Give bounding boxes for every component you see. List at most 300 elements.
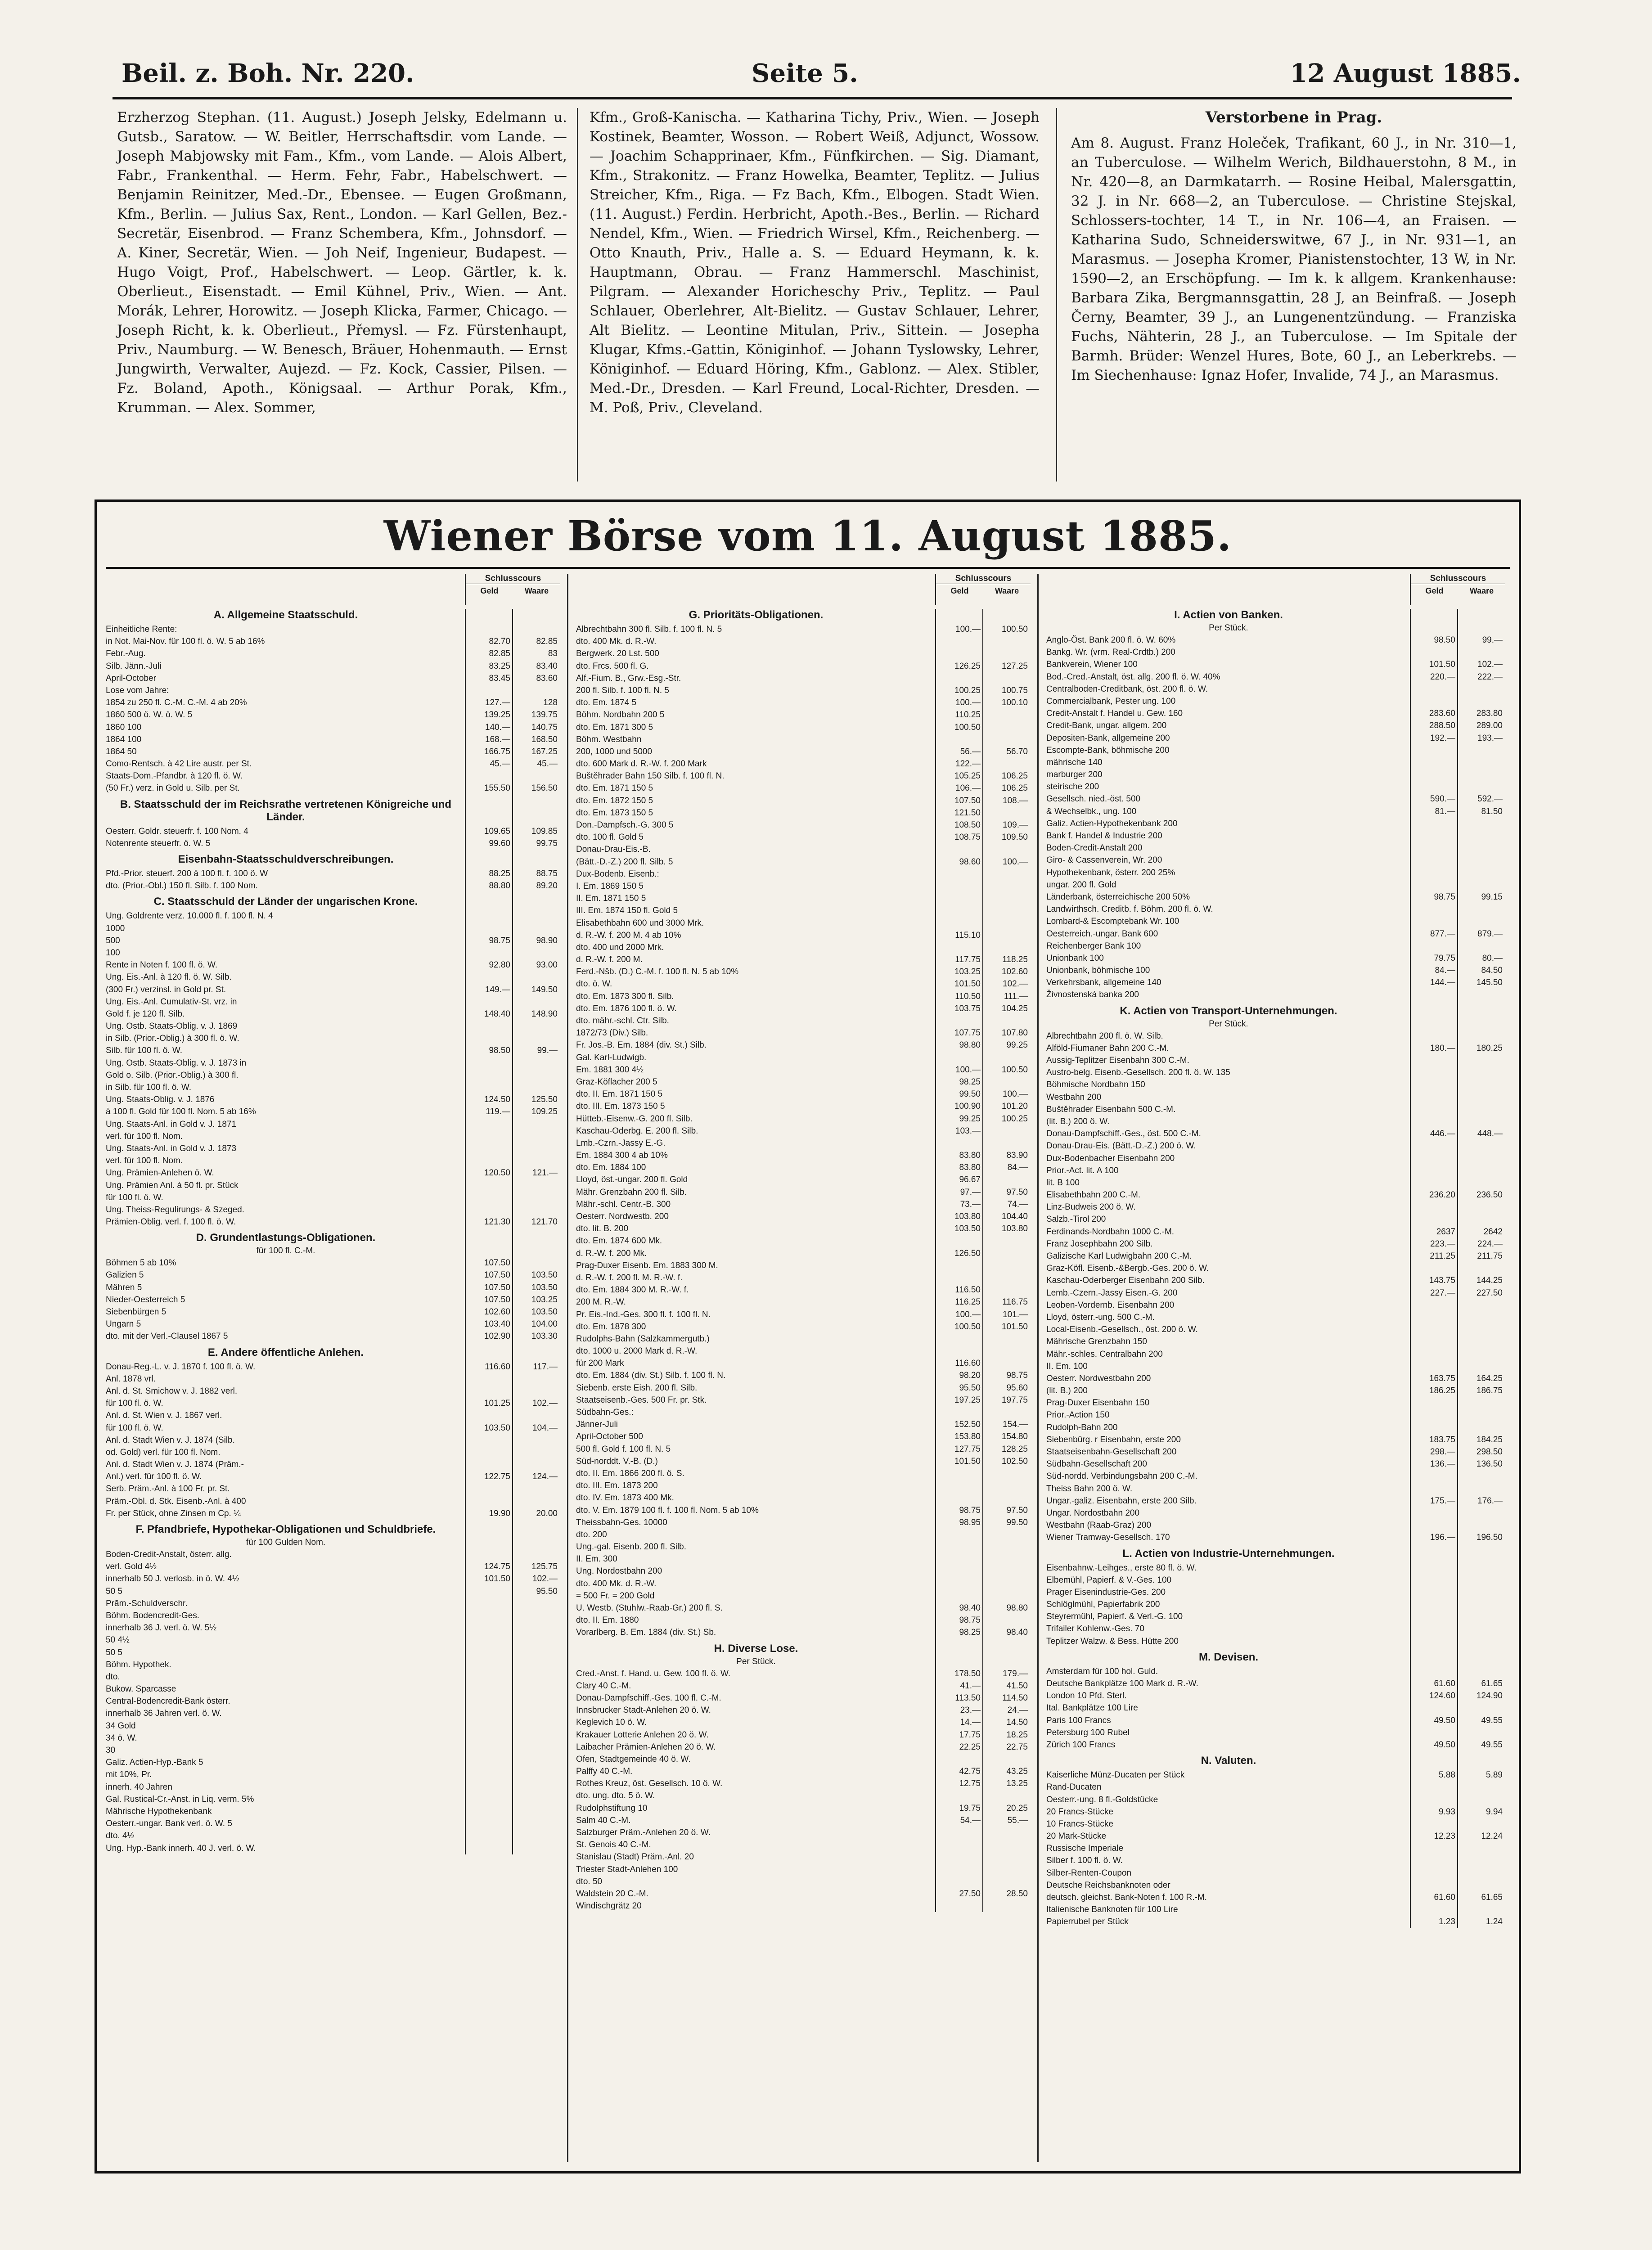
security-row [1046,1531,1505,1544]
bid-price [1411,1904,1458,1916]
security-row [576,990,1031,1003]
security-row [1046,830,1505,842]
security-row [576,1431,1031,1443]
ask-price: 168.50 [531,734,558,744]
closing-price-header: Schlusscours [936,574,1031,584]
price-column-rule [465,609,466,1854]
security-row [1046,1287,1505,1299]
bid-price: 92.80 [489,960,510,970]
ask-price: 107.80 [1001,1028,1028,1038]
section-heading: I. Actien von Banken. [1174,609,1283,621]
security-row [1046,732,1505,744]
security-row [576,1827,1031,1839]
bid-price [466,1081,513,1094]
bid-price [1411,1030,1458,1042]
security-name: Eisenbahnw.-Leihges., erste 80 fl. ö. W. [1046,1563,1197,1573]
bid-price: 12.75 [959,1779,981,1789]
security-name: Krakauer Lotterie Anlehen 20 ö. W. [576,1730,709,1740]
bid-price: 175.— [1430,1496,1455,1506]
bid-price [466,1373,513,1385]
security-row [1046,1470,1505,1482]
ask-price: 128 [543,698,558,708]
ask-price [1458,1854,1505,1867]
security-name: Bankg. Wr. (vrm. Real-Crdtb.) 200 [1046,648,1175,657]
ask-price [513,1130,560,1143]
bid-price: 61.60 [1434,1893,1455,1902]
security-row [576,1443,1031,1455]
ask-price [513,1622,560,1634]
stock-exchange-title: Wiener Börse vom 11. August 1885. [383,512,1232,560]
ask-price [983,1174,1031,1186]
ask-price [983,1247,1031,1260]
security-name: Reichenberger Bank 100 [1046,941,1141,951]
ask-price: 18.25 [1006,1730,1028,1740]
section-heading: A. Allgemeine Staatsschuld. [213,609,358,621]
bid-price [936,941,983,954]
security-name: Bergwerk. 20 Lst. 500 [576,649,659,659]
security-row [106,770,560,782]
security-name: Anglo-Öst. Bank 200 fl. ö. W. 60% [1046,635,1176,645]
security-row [1046,903,1505,915]
security-name: Ung. Goldrente verz. 10.000 fl. f. 100 fl. N. 4 [106,911,273,921]
column-divider [1037,574,1039,2162]
ask-price: 167.25 [531,747,558,756]
ask-price [1458,1904,1505,1916]
security-name: Prager Eisenindustrie-Ges. 200 [1046,1587,1166,1597]
ask-price: 283.80 [1476,709,1503,719]
security-name: Notenrente steuerfr. ö. W. 5 [106,838,211,848]
ask-price: 164.25 [1476,1373,1503,1383]
security-name: Aussig-Teplitzer Eisenbahn 300 C.-M. [1046,1056,1189,1065]
security-row [106,1294,560,1306]
security-row [576,1529,1031,1541]
security-name: Palffy 40 C.-M. [576,1767,633,1777]
ask-price [513,1483,560,1495]
security-name: Em. 1881 300 4½ [576,1065,644,1075]
security-name: dto. [106,1672,120,1682]
security-row [1046,854,1505,866]
bid-price: 107.50 [484,1258,510,1268]
bid-price: 54.— [960,1815,981,1825]
bid-price: 49.50 [1434,1740,1455,1750]
bid-price [936,1541,983,1553]
security-name: Gold f. je 120 fl. Silb. [106,1009,185,1019]
ask-price [1458,1483,1505,1495]
ask-price [1458,830,1505,842]
security-row [106,1057,560,1069]
security-name: Mähr.-schles. Centralbahn 200 [1046,1349,1163,1359]
ask-price [1458,1213,1505,1225]
security-row [106,1069,560,1081]
bid-price: 73.— [960,1199,981,1209]
bid-price: 115.10 [955,930,981,940]
security-name: Oesterreich.-ungar. Bank 600 [1046,929,1158,939]
security-row [1046,744,1505,756]
ask-price [513,1257,560,1269]
security-name: Albrechtbahn 200 fl. ö. W. Silb. [1046,1031,1163,1041]
ask-price [983,1052,1031,1064]
ask-price [1458,989,1505,1001]
security-row [576,1296,1031,1308]
security-row [106,1720,560,1732]
bid-price [1411,1623,1458,1635]
security-name: in Silb. für 100 fl. ö. W. [106,1083,192,1092]
ask-price: 99.75 [536,838,558,848]
security-row [1046,1348,1505,1360]
bid-price [936,1137,983,1149]
bid-price [1411,1842,1458,1854]
bid-price [1411,1611,1458,1623]
security-row [1046,806,1505,818]
security-row [106,721,560,734]
ask-price [1458,1091,1505,1103]
security-row [106,1130,560,1143]
bid-price: 100.— [955,1065,981,1075]
bid-price [1411,1262,1458,1274]
security-name: Giro- & Cassenverein, Wr. 200 [1046,855,1162,865]
ask-price: 103.80 [1001,1224,1028,1234]
header-rule [113,97,1512,99]
security-row [1046,1066,1505,1079]
security-name: dto. lit. B. 200 [576,1224,629,1234]
security-row [106,1020,560,1032]
security-row [576,697,1031,709]
bid-price: 98.75 [959,1616,981,1625]
ask-price: 99.— [537,1046,558,1056]
bid-price: 41.— [960,1681,981,1691]
bid-header: Geld [950,586,969,595]
bid-price [466,1830,513,1842]
security-row [576,623,1031,635]
security-name: 1864 50 [106,747,137,756]
security-row [1046,1422,1505,1434]
ask-price [513,1143,560,1155]
bid-price: 108.50 [954,820,981,830]
bid-price: 100.— [955,1310,981,1319]
security-row [106,1548,560,1561]
security-row [1046,976,1505,989]
ask-price: 80.— [1482,953,1503,963]
ask-price [983,1614,1031,1626]
security-name: marburger 200 [1046,770,1103,780]
security-name: Ungarn 5 [106,1319,141,1329]
security-name: Salm 40 C.-M. [576,1815,631,1825]
security-row [1046,1665,1505,1678]
ask-price [1458,695,1505,707]
security-name: dto. 600 Mark d. R.-W. f. 200 Mark [576,759,707,769]
security-name: Donau-Dampfschiff.-Ges., öst. 500 C.-M. [1046,1129,1201,1139]
security-row [106,1561,560,1573]
bid-price [1411,1665,1458,1678]
ask-price [513,1373,560,1385]
security-name: Local-Eisenb.-Gesellsch., öst. 200 ö. W. [1046,1325,1198,1335]
ask-price [983,1876,1031,1888]
security-name: Hütteb.-Eisenw.-G. 200 fl. Silb. [576,1114,693,1124]
ask-price [513,947,560,959]
bid-price: 100.— [955,625,981,634]
security-row [106,1192,560,1204]
security-name: dto. mähr.-schl. Ctr. Silb. [576,1016,669,1026]
bid-price [1411,1201,1458,1213]
ask-price [983,1590,1031,1602]
ask-price [983,1753,1031,1765]
security-row [106,1434,560,1446]
security-row [576,868,1031,880]
section-heading: E. Andere öffentliche Anlehen. [207,1346,364,1359]
deaths-text: Am 8. August. Franz Holeček, Trafikant, 60 J., in Nr. 310—1, an Tuberculose. — Wilhelm Werich, Bildhauerstohn, 8 M., in Nr. 420—8, an Darmkatarrh. — Rosine Heibal, Malersgattin, 32 J. in Nr. 668—2, an Tuberculose. — Christine Stejskal, Schlossers-tochter, 14 T., in Nr. 106—4, an Fraisen. — Katharina Sudo, Schneiderswitwe, 67 J., in Nr. 931—1, an Marasmus. — Josepha Kromer, Pianistenstochter, 13 W, in Nr. 1590—2, an Erschöpfung. — Im k. k allgem. Krankenhause: Barbara Zika, Bergmannsgattin, 28 J, an Beinfraß. — Joseph Černy, Beamter, 39 J., an Lungenentzündung. — Franziska Fuchs, Nähterin, 28 J., an Tuberculose. — Im Spitale der Barmh. Brüder: Wenzel Hures, Bote, 60 J., an Leberkrebs. — Im Siechenhause: Ignaz Hofer, Invalide, 74 J., an Marasmus. [1071,135,1517,383]
security-name: lit. B 100 [1046,1178,1080,1188]
security-name: U. Westb. (Stuhlw.-Raab-Gr.) 200 fl. S. [576,1603,723,1613]
security-row [106,1409,560,1422]
security-row [106,734,560,746]
bid-price: 101.50 [484,1574,510,1584]
security-name: dto. Em. 1871 300 5 [576,722,653,732]
ask-price: 140.75 [531,722,558,732]
security-name: für 200 Mark [576,1359,624,1368]
security-row [106,1756,560,1768]
security-name: Präm.-Obl. d. Stk. Eisenb.-Anl. à 400 [106,1496,246,1506]
security-name: Deutsche Bankplätze 100 Mark d. R.-W. [1046,1679,1198,1688]
ask-price [1458,1323,1505,1336]
bid-price [466,1805,513,1818]
bid-price [1411,1213,1458,1225]
bid-price: 42.75 [959,1767,981,1777]
security-name: innerhalb 36 Jahren verl. ö. W. [106,1709,222,1719]
security-name: Anl. d. Stadt Wien v. J. 1874 (Silb. [106,1435,235,1445]
ask-price: 102.— [1477,660,1503,670]
bid-price: 180.— [1430,1043,1455,1053]
ask-price [513,1081,560,1094]
ask-price: 49.55 [1481,1715,1503,1725]
ask-price: 99.25 [1006,1040,1028,1050]
ask-price [513,1818,560,1830]
ask-price: 111.— [1004,991,1028,1001]
security-name: dto. 1000 u. 2000 Mark d. R.-W. [576,1346,698,1356]
security-name: Febr.-Aug. [106,649,146,659]
security-row [576,1088,1031,1100]
security-row [1046,1091,1505,1103]
security-name: = 500 Fr. = 200 Gold [576,1591,655,1601]
ask-price: 103.50 [531,1270,558,1280]
security-name: Siebenbürg. r Eisenbahn, erste 200 [1046,1435,1181,1444]
ask-price: 13.25 [1006,1779,1028,1789]
ask-price [513,1732,560,1744]
bid-price: 101.50 [954,979,981,989]
column-body [1046,609,1505,1928]
ask-price: 99.15 [1481,892,1503,902]
ask-price [983,709,1031,721]
security-name: Siebenbürgen 5 [106,1307,167,1317]
security-name: innerhalb 50 J. verlosb. in ö. W. 4½ [106,1574,239,1584]
security-name: Gesellsch. nied.-öst. 500 [1046,794,1141,804]
ask-price [1458,1397,1505,1409]
security-row [1046,1323,1505,1336]
column-divider [567,574,568,2162]
security-row [1046,1781,1505,1793]
security-row [106,1318,560,1330]
bid-price: 127.75 [954,1444,981,1454]
security-name: verl. Gold 4½ [106,1562,157,1572]
bid-price: 2637 [1436,1227,1455,1237]
security-row [576,1052,1031,1064]
bid-price [1411,1422,1458,1434]
security-name: Ital. Bankplätze 100 Lire [1046,1703,1138,1713]
security-name: deutsch. gleichst. Bank-Noten f. 100 R.-M. [1046,1893,1207,1902]
ask-price: 154.80 [1001,1432,1028,1442]
security-row [576,1814,1031,1827]
ask-price [513,1020,560,1032]
security-row [106,1585,560,1598]
security-row [106,868,560,880]
security-row [1046,1879,1505,1891]
security-name: Mähr. Grenzbahn 200 fl. Silb. [576,1187,687,1197]
ask-price [1458,1702,1505,1714]
bid-price [1411,1519,1458,1531]
ask-price [1458,1348,1505,1360]
security-row [106,1446,560,1458]
ask-price: 45.— [537,759,558,769]
security-row [1046,1409,1505,1421]
security-row [1046,842,1505,854]
security-row [1046,1678,1505,1690]
security-row [106,1204,560,1216]
bid-price [936,1235,983,1247]
ask-price [513,922,560,935]
bid-price: 283.60 [1429,709,1455,719]
ask-price [513,1495,560,1508]
security-name: steirische 200 [1046,782,1099,792]
ask-price: 100.75 [1001,685,1028,695]
security-row [106,910,560,922]
security-name: Serb. Präm.-Anl. à 100 Fr. pr. St. [106,1484,230,1494]
security-row [576,843,1031,855]
security-row [106,1610,560,1622]
security-row [576,746,1031,758]
security-name: dto. Em. 1884 100 [576,1163,646,1173]
security-name: Ung. Ostb. Staats-Oblig. v. J. 1873 in [106,1058,247,1068]
security-name: (50 Fr.) verz. in Gold u. Silb. per St. [106,783,240,793]
security-row [576,1668,1031,1680]
security-name: à 100 fl. Gold für 100 fl. Nom. 5 ab 16% [106,1107,256,1117]
ask-price: 109.— [1003,820,1028,830]
security-row [576,1590,1031,1602]
security-name: Lloyd, österr.-ung. 500 C.-M. [1046,1312,1155,1322]
arrivals-text-1: Erzherzog Stephan. (11. August.) Joseph Jelsky, Edelmann u. Gutsb., Saratow. — W. Beitler, Herrschaftsdir. vom Lande. — Joseph Mabjowsky mit Fam., Kfm., vom Lande. — Alois Albert, Fabr., Frankenthal. — Herm. Fehr, Fabr., Habelschwert. — Benjamin Reinitzer, Med.-Dr., Ebensee. — Eugen Großmann, Kfm., Berlin. — Julius Sax, Rent., London. — Karl Gellen, Bez.-Secretär, Eisenbrod. — Franz Schembera, Kfm., Johnsdorf. — A. Kiner, Secretär, Wien. — Joh Neif, Ingenieur, Budapest. — Hugo Voigt, Prof., Habelschwert. — Leop. Gärtler, k. k. Oberlieut., Eisenstadt. — Emil Kühnel, Priv., Wien. — Ant. Morák, Lehrer, Horowitz. — Joseph Klicka, Farmer, Chicago. — Joseph Richt, k. k. Oberlieut., Přemysl. — Fz. Fürstenhaupt, Priv., Naumburg. — W. Benesch, Bräuer, Hohenmauth. — Ernst Jungwirth, Verwalter, Aujezd. — Fz. Kock, Cassier, Pilsen. — Fz. Boland, Apoth., Königsaal. — Arthur Porak, Kfm., Krumman. — Alex. Sommer, [117,109,567,416]
security-row [576,1802,1031,1814]
security-row [1046,1372,1505,1385]
bid-price: 124.50 [484,1095,510,1105]
ask-price [983,1480,1031,1492]
bid-price [1411,1879,1458,1891]
section-heading: Eisenbahn-Staatsschuldverschreibungen. [178,853,394,865]
security-name: Ung. Staats-Oblig. v. J. 1876 [106,1095,215,1105]
ask-price: 100.50 [1001,1065,1028,1075]
security-name: in Not. Mai-Nov. für 100 fl. ö. W. 5 ab 16% [106,637,265,647]
security-row [106,1793,560,1805]
ask-price [1458,818,1505,830]
bid-price [1411,769,1458,781]
bid-price: 103.50 [954,1224,981,1234]
security-row [576,904,1031,917]
bid-price: 98.75 [489,936,510,945]
ask-price [1458,1842,1505,1854]
security-row [1046,1054,1505,1066]
ask-price: 136.50 [1476,1459,1503,1469]
bid-price: 12.23 [1434,1832,1455,1841]
ask-price [983,1529,1031,1541]
bid-price [936,1052,983,1064]
security-row [106,1155,560,1167]
security-row [576,1161,1031,1174]
security-row [1046,940,1505,952]
security-name: Lemb.-Czern.-Jassy Eisen.-G. 200 [1046,1288,1178,1298]
security-row [1046,1574,1505,1586]
security-name: für 100 fl. ö. W. [106,1423,163,1433]
ask-price [1458,1165,1505,1177]
bid-price [1411,1311,1458,1323]
security-name: Rand-Ducaten [1046,1782,1102,1792]
ask-price [1458,756,1505,769]
security-name: dto. (Prior.-Obl.) 150 fl. Silb. f. 100 Nom. [106,881,258,891]
security-row [576,1198,1031,1210]
section-subheading: für 100 fl. C.-M. [256,1246,315,1256]
ask-price [983,648,1031,660]
security-name: Böhmische Nordbahn 150 [1046,1080,1145,1090]
bid-price [1411,1598,1458,1611]
security-row [576,1039,1031,1051]
bid-price: 110.25 [955,710,981,720]
ask-price: 103.25 [531,1295,558,1305]
security-row [1046,1042,1505,1054]
bid-price: 98.20 [959,1371,981,1381]
security-row [106,1081,560,1094]
bid-price [936,1015,983,1027]
security-row [1046,695,1505,707]
bid-price: 143.75 [1429,1276,1455,1286]
security-row [1046,1794,1505,1806]
security-row [106,1282,560,1294]
ask-price [1458,1586,1505,1598]
security-name: Dux-Bodenb. Eisenb.: [576,869,659,879]
bid-price [1411,1854,1458,1867]
ask-price [1458,1867,1505,1879]
security-row [1046,989,1505,1001]
security-row [1046,1213,1505,1225]
ask-price [983,929,1031,941]
security-row [1046,891,1505,903]
ask-price [983,1076,1031,1088]
bid-price [936,1406,983,1418]
security-row [106,1683,560,1695]
ask-price: 61.65 [1481,1679,1503,1688]
security-row [1046,1483,1505,1495]
ask-price [983,904,1031,917]
ask-price: 100.— [1003,1089,1028,1099]
security-name: Fr. per Stück, ohne Zinsen m Cp. ¼ [106,1508,241,1518]
security-row [1046,1397,1505,1409]
security-row [106,1842,560,1854]
ask-price [513,1548,560,1561]
bid-price: 79.75 [1434,953,1455,963]
security-row [576,1888,1031,1900]
security-row [1046,879,1505,891]
security-name: Donau-Dampfschiff.-Ges. 100 fl. C.-M. [576,1693,721,1703]
bid-price [1411,903,1458,915]
ask-price [1458,1079,1505,1091]
security-row [576,770,1031,782]
ask-price [1458,1818,1505,1830]
security-name: dto. Em. 1874 5 [576,698,637,708]
